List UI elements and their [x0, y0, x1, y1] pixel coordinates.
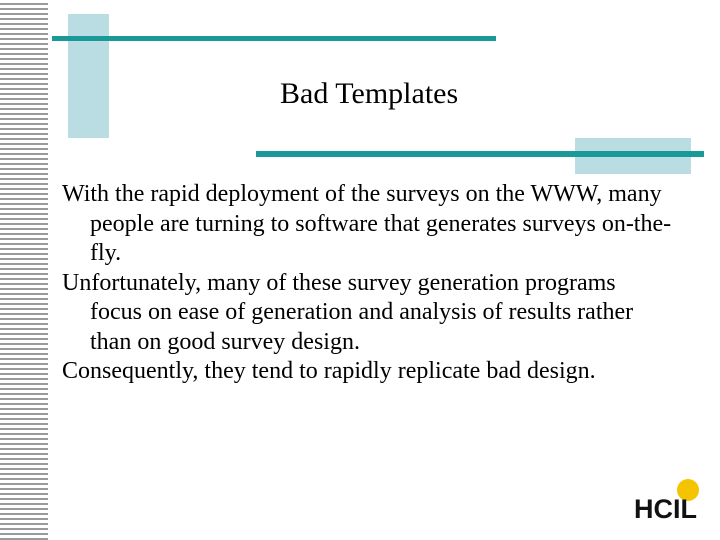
paragraph-3: Consequently, they tend to rapidly replicate bad design.	[62, 358, 596, 384]
slide-title: Bad Templates	[280, 77, 459, 110]
decorative-block-top	[68, 14, 109, 138]
paragraph-2: Unfortunately, many of these survey generation programs focus on ease of generation and analysis of results rather than on good survey design.	[62, 269, 634, 355]
paragraph-1: With the rapid deployment of the surveys on the WWW, many people are turning to software that generates surveys on-the-fly.	[62, 181, 672, 266]
logo-text: HCIL	[634, 494, 697, 524]
hcil-logo	[632, 474, 712, 532]
left-stripe-pattern	[0, 0, 50, 540]
slide-body	[62, 180, 672, 387]
decorative-line-bottom	[256, 151, 704, 157]
decorative-line-top	[52, 36, 496, 41]
